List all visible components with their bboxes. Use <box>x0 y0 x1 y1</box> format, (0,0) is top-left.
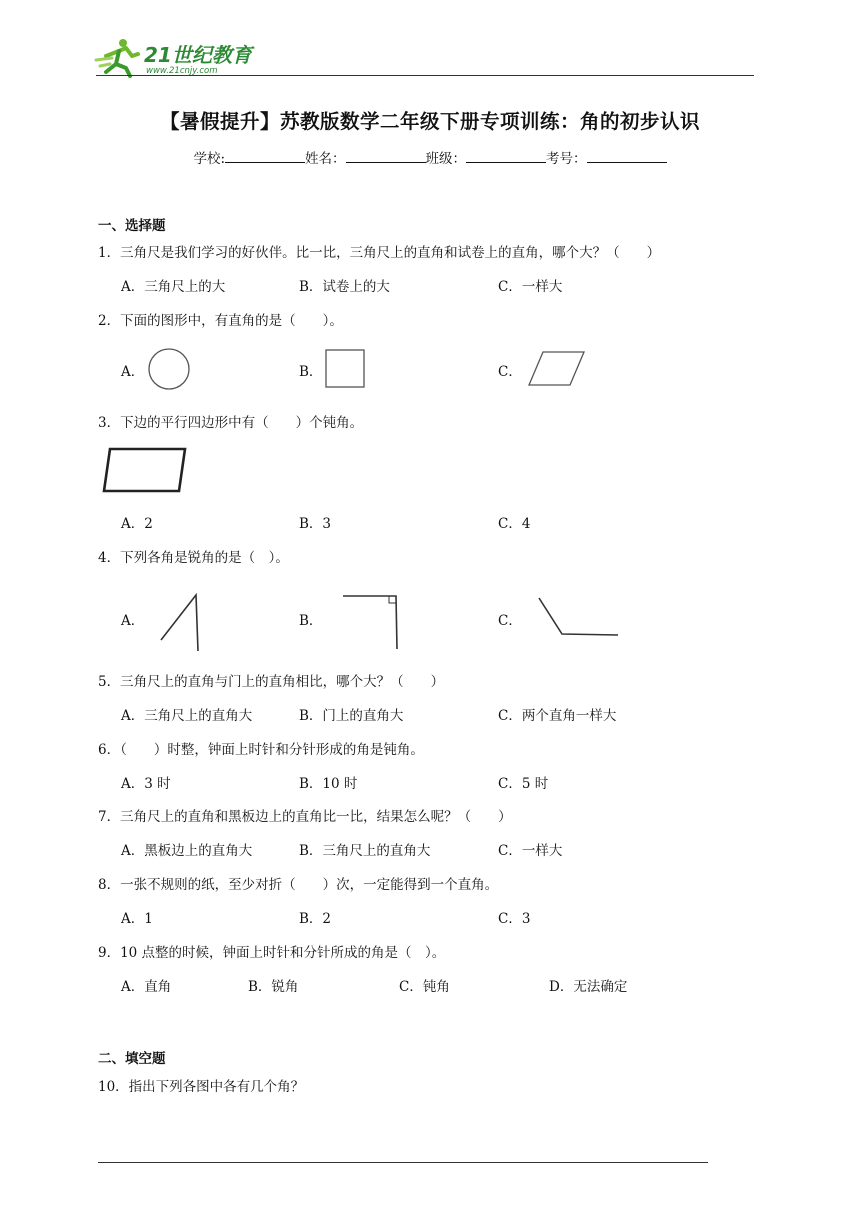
q9-option-d[interactable]: D．无法确定 <box>549 979 628 995</box>
q3-option-c[interactable]: C．4 <box>498 516 531 532</box>
question-9: 9．10 点整的时候，钟面上时针和分针所成的角是（ ）。 <box>98 945 446 961</box>
q2-option-c[interactable]: C． <box>498 364 522 380</box>
number-label: 考号： <box>546 151 587 167</box>
logo-text: 21世纪教育 <box>144 43 252 67</box>
q4-option-b[interactable]: B． <box>299 613 323 629</box>
q9-option-b[interactable]: B．锐角 <box>248 979 299 995</box>
question-8: 8．一张不规则的纸，至少对折（ ）次，一定能得到一个直角。 <box>98 877 499 893</box>
q1-option-c[interactable]: C．一样大 <box>498 279 563 295</box>
class-label: 班级： <box>425 151 467 167</box>
q1-option-b[interactable]: B．试卷上的大 <box>299 279 390 295</box>
question-6: 6．（ ）时整，钟面上时针和分针形成的角是钝角。 <box>98 742 424 758</box>
q3-option-b[interactable]: B．3 <box>299 516 332 532</box>
q3-parallelogram-figure <box>101 446 189 496</box>
section-heading-fill: 二、填空题 <box>98 1051 166 1067</box>
q3-option-a[interactable]: A．2 <box>121 516 153 532</box>
q9-option-c[interactable]: C．钝角 <box>399 979 450 995</box>
q4-option-a[interactable]: A． <box>121 613 145 629</box>
square-figure <box>324 348 368 390</box>
runner-icon <box>96 39 138 76</box>
obtuse-angle-figure <box>534 594 622 640</box>
question-3: 3．下边的平行四边形中有（ ）个钝角。 <box>98 415 364 431</box>
header-rule <box>96 75 754 76</box>
number-blank[interactable] <box>587 150 667 163</box>
question-2: 2．下面的图形中，有直角的是（ ）。 <box>98 313 343 329</box>
q7-option-b[interactable]: B．三角尺上的直角大 <box>299 843 431 859</box>
page-title: 【暑假提升】苏教版数学二年级下册专项训练：角的初步认识 <box>159 110 700 133</box>
name-blank[interactable] <box>346 150 426 163</box>
q4-option-c[interactable]: C． <box>498 613 522 629</box>
q6-option-c[interactable]: C．5 时 <box>498 776 549 792</box>
q6-option-b[interactable]: B．10 时 <box>299 776 358 792</box>
footer-rule <box>98 1162 708 1163</box>
right-angle-figure <box>340 592 402 652</box>
circle-figure <box>146 346 192 392</box>
q6-option-a[interactable]: A．3 时 <box>121 776 171 792</box>
question-7: 7．三角尺上的直角和黑板边上的直角比一比，结果怎么呢？（ ） <box>98 809 512 825</box>
q5-option-a[interactable]: A．三角尺上的直角大 <box>121 708 253 724</box>
q7-option-a[interactable]: A．黑板边上的直角大 <box>121 843 253 859</box>
q8-option-a[interactable]: A．1 <box>121 911 153 927</box>
school-label: 学校: <box>193 151 226 167</box>
question-4: 4．下列各角是锐角的是（ ）。 <box>98 550 289 566</box>
parallelogram-figure <box>526 350 588 388</box>
logo-url: www.21cnjy.com <box>146 66 218 76</box>
q2-option-b[interactable]: B． <box>299 364 323 380</box>
q7-option-c[interactable]: C．一样大 <box>498 843 563 859</box>
student-info-line <box>0 147 860 167</box>
question-1: 1．三角尺是我们学习的好伙伴。比一比，三角尺上的直角和试卷上的直角，哪个大？（ ） <box>98 245 661 261</box>
acute-angle-figure <box>156 590 204 654</box>
question-5: 5．三角尺上的直角与门上的直角相比，哪个大？（ ） <box>98 674 445 690</box>
q1-option-a[interactable]: A．三角尺上的大 <box>121 279 226 295</box>
class-blank[interactable] <box>466 150 546 163</box>
q5-option-b[interactable]: B．门上的直角大 <box>299 708 404 724</box>
q5-option-c[interactable]: C．两个直角一样大 <box>498 708 617 724</box>
q2-option-a[interactable]: A． <box>121 364 145 380</box>
q8-option-c[interactable]: C．3 <box>498 911 531 927</box>
question-10: 10．指出下列各图中各有几个角？ <box>98 1079 305 1095</box>
site-logo <box>92 34 262 78</box>
school-blank[interactable] <box>225 150 305 163</box>
section-heading-choice: 一、选择题 <box>98 218 166 234</box>
q9-option-a[interactable]: A．直角 <box>121 979 172 995</box>
q8-option-b[interactable]: B．2 <box>299 911 332 927</box>
name-label: 姓名： <box>305 151 346 167</box>
